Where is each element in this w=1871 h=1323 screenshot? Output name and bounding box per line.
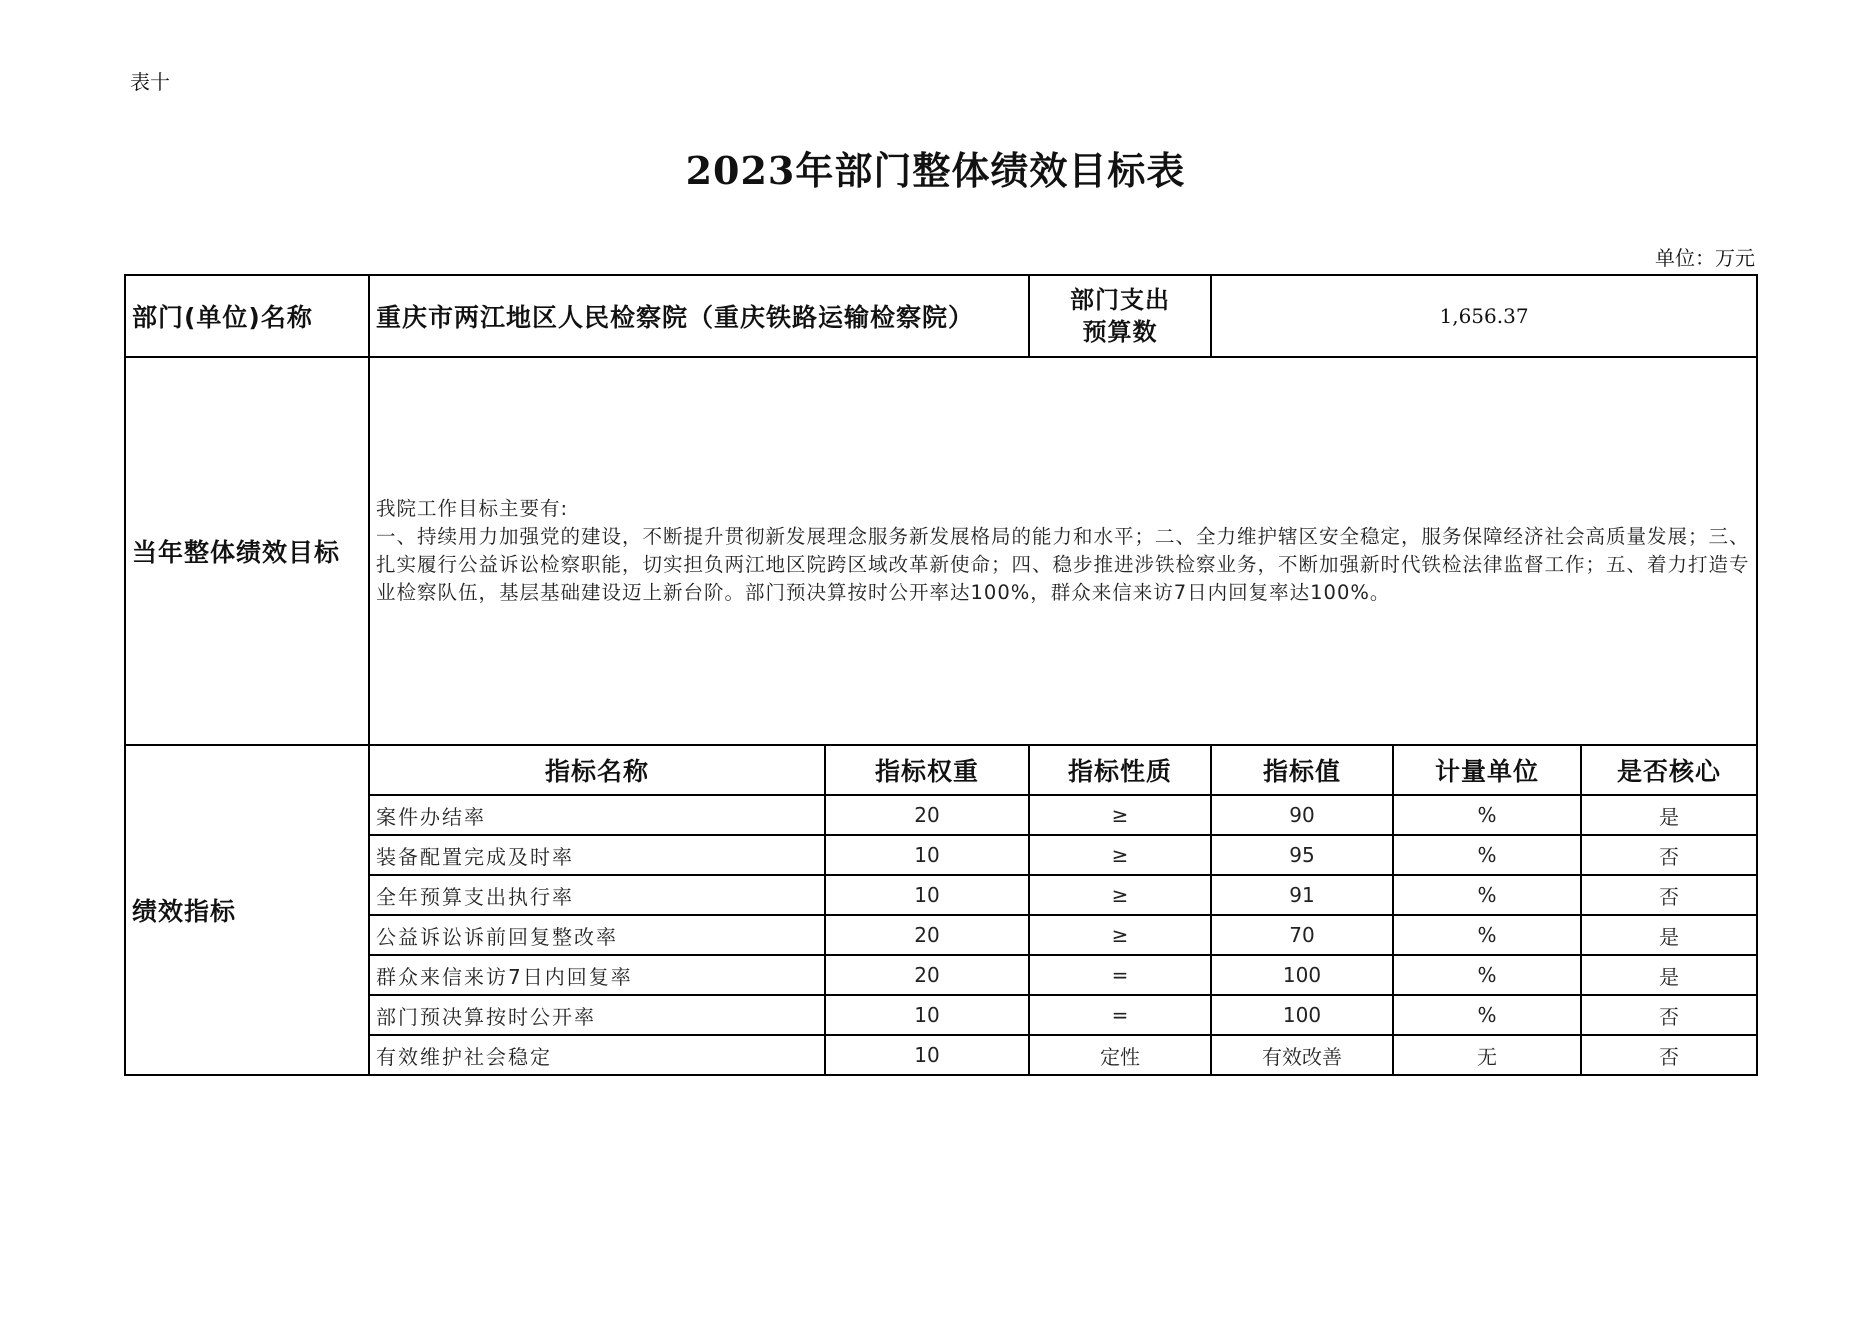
- indicator-core: 否: [1581, 835, 1757, 875]
- dept-name-value: 重庆市两江地区人民检察院（重庆铁路运输检察院）: [369, 275, 1029, 357]
- indicator-nature: =: [1029, 995, 1211, 1035]
- header-nature: 指标性质: [1029, 745, 1211, 795]
- budget-label-line1: 部门支出: [1070, 286, 1171, 314]
- header-indicator-name: 指标名称: [369, 745, 825, 795]
- indicator-unit: %: [1393, 795, 1581, 835]
- table-row: [125, 915, 1757, 955]
- goal-text: 我院工作目标主要有: 一、持续用力加强党的建设，不断提升贯彻新发展理念服务新发展格局的能力和水平；二、全力维护辖区安全稳定，服务保障经济社会高质量发展；三、扎实履行公益诉讼检察职能，切实担负两江地区院跨区域改革新使命；四、稳步推进涉铁检察业务，不断加强新时代铁检法律监督工作；五、着力打造专业检察队伍，基层基础建设迈上新台阶。部门预决算按时公开率达100%，群众来信来访7日内回复率达100%。: [369, 357, 1757, 745]
- indicator-value: 70: [1211, 915, 1393, 955]
- indicator-weight: 10: [825, 875, 1029, 915]
- indicator-weight: 10: [825, 1035, 1029, 1075]
- table-row: [125, 835, 1757, 875]
- indicator-weight: 20: [825, 915, 1029, 955]
- indicator-label: 绩效指标: [125, 745, 369, 1075]
- unit-label: 单位：万元: [1655, 246, 1755, 270]
- indicator-name: 案件办结率: [369, 795, 825, 835]
- indicator-name: 全年预算支出执行率: [369, 875, 825, 915]
- budget-value: 1,656.37: [1211, 275, 1757, 357]
- indicator-value: 91: [1211, 875, 1393, 915]
- dept-name-label: 部门(单位)名称: [125, 275, 369, 357]
- indicator-weight: 20: [825, 795, 1029, 835]
- budget-label: [1029, 275, 1211, 357]
- budget-label-line2: 预算数: [1082, 318, 1158, 346]
- indicator-name: 公益诉讼诉前回复整改率: [369, 915, 825, 955]
- indicator-core: 否: [1581, 1035, 1757, 1075]
- indicator-unit: %: [1393, 915, 1581, 955]
- table-row: [125, 995, 1757, 1035]
- page-title: 2023年部门整体绩效目标表: [685, 148, 1186, 193]
- indicator-value: 95: [1211, 835, 1393, 875]
- indicator-weight: 20: [825, 955, 1029, 995]
- indicator-core: 是: [1581, 795, 1757, 835]
- dept-row: [125, 275, 1757, 357]
- indicator-name: 群众来信来访7日内回复率: [369, 955, 825, 995]
- indicator-nature: 定性: [1029, 1035, 1211, 1075]
- indicator-unit: %: [1393, 835, 1581, 875]
- header-weight: 指标权重: [825, 745, 1029, 795]
- indicator-weight: 10: [825, 995, 1029, 1035]
- indicator-nature: ≥: [1029, 915, 1211, 955]
- indicator-name: 有效维护社会稳定: [369, 1035, 825, 1075]
- indicator-value: 90: [1211, 795, 1393, 835]
- indicator-header-row: [125, 745, 1757, 795]
- indicator-nature: ≥: [1029, 835, 1211, 875]
- indicator-nature: ≥: [1029, 875, 1211, 915]
- indicator-core: 是: [1581, 915, 1757, 955]
- indicator-unit: %: [1393, 955, 1581, 995]
- indicator-core: 否: [1581, 995, 1757, 1035]
- indicator-nature: ≥: [1029, 795, 1211, 835]
- header-core: 是否核心: [1581, 745, 1757, 795]
- indicator-unit: %: [1393, 875, 1581, 915]
- header-unit: 计量单位: [1393, 745, 1581, 795]
- indicator-unit: %: [1393, 995, 1581, 1035]
- indicator-core: 否: [1581, 875, 1757, 915]
- table-row: [125, 795, 1757, 835]
- indicator-name: 部门预决算按时公开率: [369, 995, 825, 1035]
- indicator-value: 100: [1211, 955, 1393, 995]
- table-row: [125, 875, 1757, 915]
- goal-label: 当年整体绩效目标: [125, 357, 369, 745]
- goal-row: [125, 357, 1757, 745]
- indicator-name: 装备配置完成及时率: [369, 835, 825, 875]
- indicator-weight: 10: [825, 835, 1029, 875]
- indicator-core: 是: [1581, 955, 1757, 995]
- indicator-value: 100: [1211, 995, 1393, 1035]
- indicator-unit: 无: [1393, 1035, 1581, 1075]
- indicator-nature: =: [1029, 955, 1211, 995]
- header-value: 指标值: [1211, 745, 1393, 795]
- performance-table: [124, 274, 1758, 1076]
- indicator-value: 有效改善: [1211, 1035, 1393, 1075]
- table-row: [125, 955, 1757, 995]
- table-row: [125, 1035, 1757, 1075]
- table-number: 表十: [130, 70, 170, 94]
